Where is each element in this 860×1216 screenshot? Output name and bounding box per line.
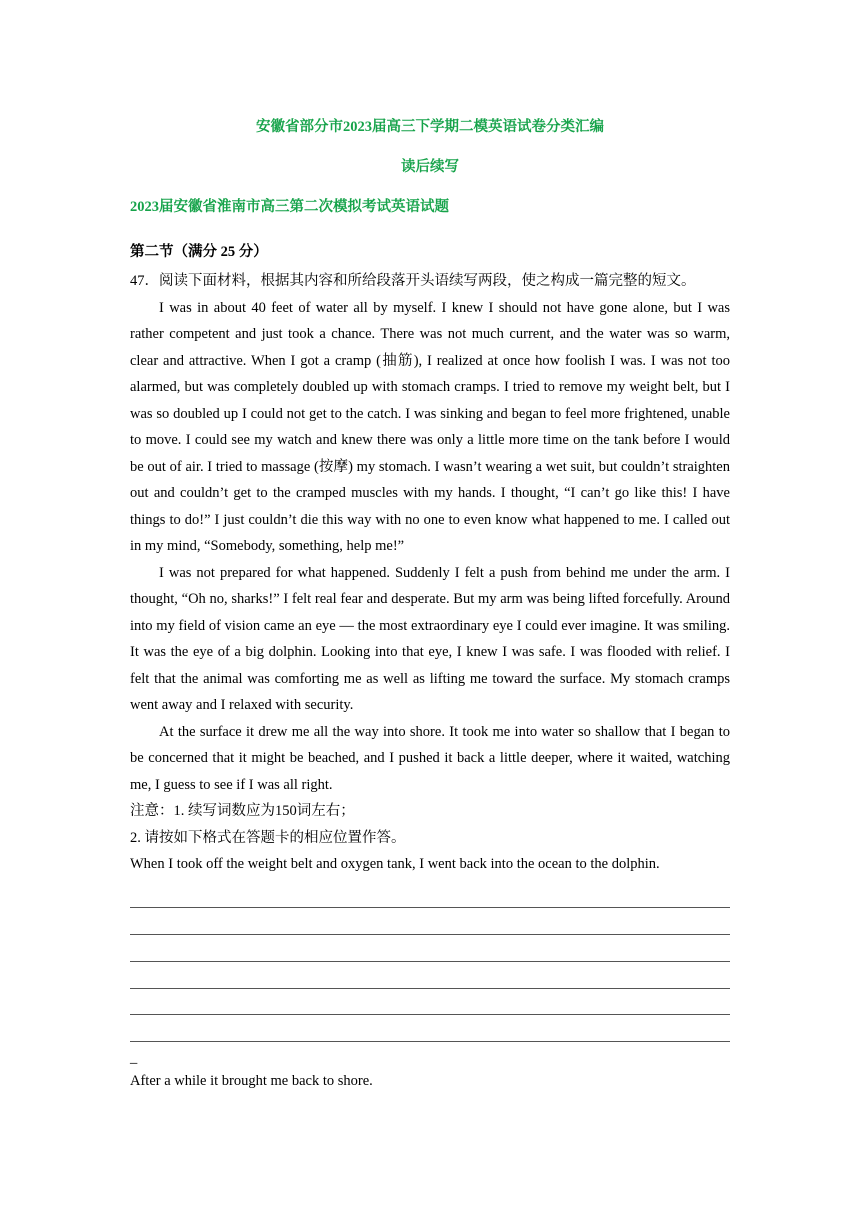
passage-paragraph-2: I was not prepared for what happened. Suddenly I felt a push from behind me under the arm. I thought, “Oh no, sharks!” I felt real fear and desperate. But my arm was being lifted forcefully. Around into my field of vision came an eye — the most extraordinary eye I could ever imagine. It was smiling. It was the eye of a big dolphin. Looking into that eye, I knew I was safe. I was flooded with relief. I felt that the animal was comforting me as well as lifting me toward the surface. My stomach cramps went away and I relaxed with security. [130, 564, 730, 713]
exam-title: 2023届安徽省淮南市高三第二次模拟考试英语试题 [130, 199, 449, 215]
answer-opening-1: When I took off the weight belt and oxygen tank, I went back into the ocean to the dolphin. [130, 856, 660, 872]
answer-line [130, 935, 730, 962]
note-word-count: 注意：1. 续写词数应为150词左右； [130, 803, 355, 819]
passage-paragraph-1: I was in about 40 feet of water all by myself. I knew I should not have gone alone, but I was rather competent and just took a chance. There was not much current, and the water was so warm, clear and attractive. When I got a cramp (抽筋), I realized at once how foolish I was. I was not too alarmed, but was completely doubled up with stomach cramps. I tried to remove my weight belt, but I was so doubled up I could not get to the catch. I was sinking and began to feel more frightened, unable to move. I could see my watch and knew there was only a little more time on the tank before I would be out of air. I tried to massage (按摩) my stomach. I wasn’t wearing a wet suit, but couldn’t straighten out and couldn’t get to the cramped muscles with my hands. I thought, “I can’t go like this! I have things to do!” I just couldn’t die this way with no one to even know what happened to me. I called out in my mind, “Somebody, something, help me!” [130, 299, 730, 554]
content-body [130, 268, 730, 1095]
answer-line [130, 882, 730, 909]
question-instruction: 47．阅读下面材料，根据其内容和所给段落开头语续写两段，使之构成一篇完整的短文。 [130, 273, 696, 289]
note-format: 2. 请按如下格式在答题卡的相应位置作答。 [130, 829, 406, 846]
answer-lines [130, 882, 730, 1043]
main-title: 安徽省部分市2023届高三下学期二模英语试卷分类汇编 [256, 119, 604, 135]
answer-line [130, 962, 730, 989]
answer-line [130, 989, 730, 1016]
answer-line [130, 908, 730, 935]
passage-paragraph-3: At the surface it drew me all the way into shore. It took me into water so shallow that I began to be concerned that it might be beached, and I pushed it back a little deeper, where it waited, watching me, I guess to see if I was all right. [130, 723, 730, 793]
sub-title: 读后续写 [401, 159, 459, 175]
answer-opening-2: After a while it brought me back to shore. [130, 1073, 373, 1090]
section-heading: 第二节（满分 25 分） [130, 244, 268, 260]
answer-tail-mark: _ [130, 1050, 138, 1067]
answer-line [130, 1015, 730, 1042]
